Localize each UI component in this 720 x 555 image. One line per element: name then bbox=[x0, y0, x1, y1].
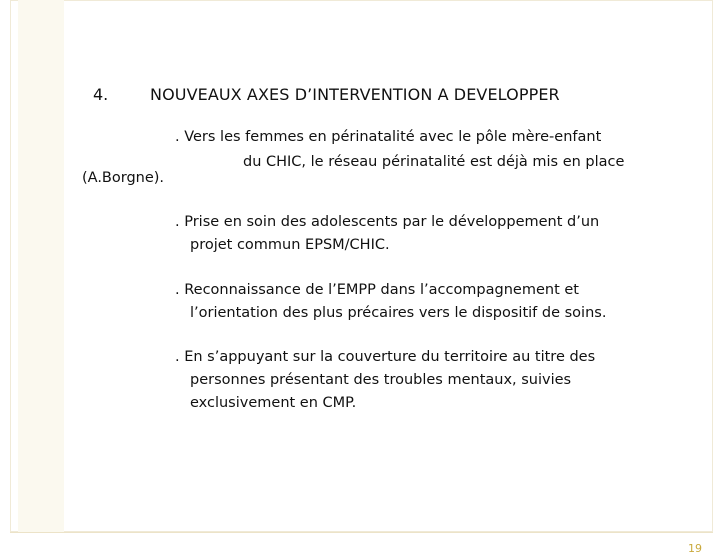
section-title: NOUVEAUX AXES D’INTERVENTION A DEVELOPPER bbox=[150, 85, 560, 104]
slide-frame bbox=[10, 0, 713, 532]
bullet-1-line-3: (A.Borgne). bbox=[82, 170, 165, 186]
bullet-4-line-3: exclusivement en CMP. bbox=[190, 395, 357, 411]
left-decorative-band bbox=[18, 0, 64, 532]
bullet-2-line-1: . Prise en soin des adolescents par le développement d’un bbox=[175, 214, 600, 230]
section-number: 4. bbox=[93, 85, 109, 104]
bottom-border-line bbox=[10, 532, 713, 533]
bullet-1-line-1: . Vers les femmes en périnatalité avec le pôle mère-enfant bbox=[175, 129, 602, 145]
bullet-3-line-1: . Reconnaissance de l’EMPP dans l’accompagnement et bbox=[175, 282, 579, 298]
page-number: 19 bbox=[688, 542, 702, 555]
bullet-4-line-1: . En s’appuyant sur la couverture du territoire au titre des bbox=[175, 349, 596, 365]
bullet-2-line-2: projet commun EPSM/CHIC. bbox=[190, 237, 390, 253]
bullet-3-line-2: l’orientation des plus précaires vers le dispositif de soins. bbox=[190, 305, 607, 321]
bullet-4-line-2: personnes présentant des troubles mentaux, suivies bbox=[190, 372, 572, 388]
bullet-1-line-2: du CHIC, le réseau périnatalité est déjà mis en place bbox=[243, 154, 625, 170]
